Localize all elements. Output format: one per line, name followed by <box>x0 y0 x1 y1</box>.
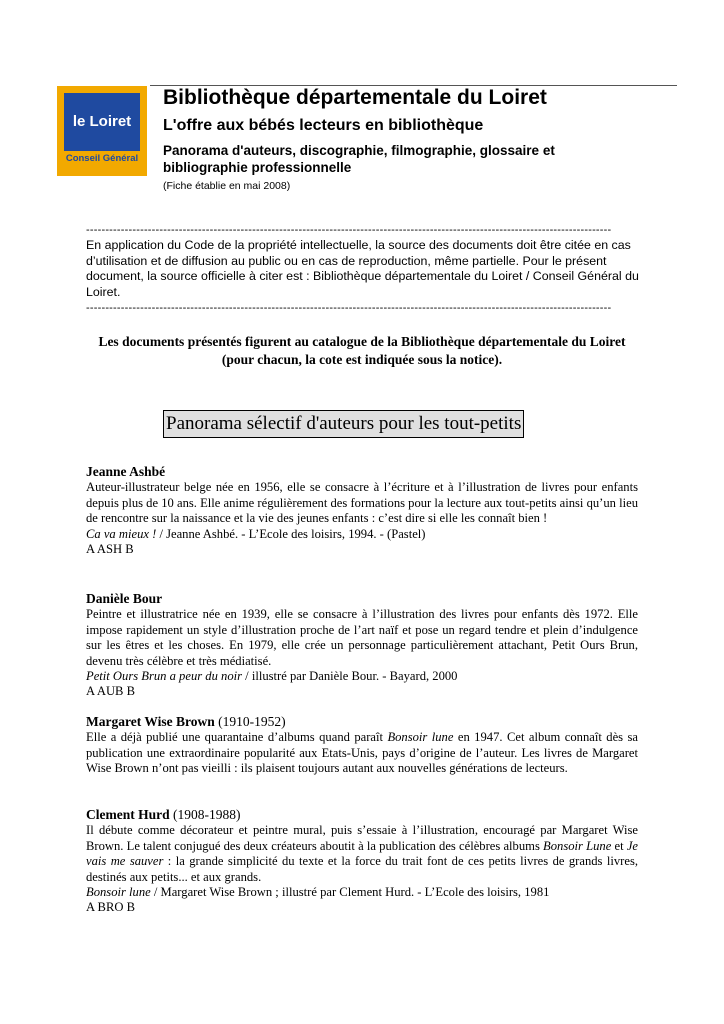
book-title: Bonsoir lune <box>86 885 151 900</box>
author-bio: Peintre et illustratrice née en 1939, elle se consacre à l’illustration des livres pour enfants dès 1972. Elle impose rapidement un style d’illustration proche de l’art naïf et pose un regard tendre et plein d’indulgence sur les êtres et les choses. En 1979, elle crée un personnage particulièrement attachant, Petit Ours Brun, devenu très célèbre et très médiatisé. <box>86 607 638 668</box>
conseil-general-logo <box>57 86 147 176</box>
author-name: Danièle Bour <box>86 591 163 606</box>
page-title: Bibliothèque départementale du Loiret <box>163 86 547 109</box>
book-reference: Ca va mieux ! / Jeanne Ashbé. - L’Ecole des loisirs, 1994. - (Pastel) <box>86 526 426 541</box>
author-entry-wise-brown <box>86 714 638 777</box>
fiche-date: (Fiche établie en mai 2008) <box>163 180 291 192</box>
author-bio: Auteur-illustrateur belge née en 1956, elle se consacre à l’écriture et à l’illustration de livres pour enfants depuis plus de 10 ans. Elle anime régulièrement des formations pour la lecture aux tout-petits ainsi qu’un lieu de rencontre sur la naissance et la vie des jeunes enfants : c’est dire si elle les connaît bien ! <box>86 480 638 526</box>
author-dates: (1908-1988) <box>169 807 241 822</box>
book-title: Petit Ours Brun a peur du noir <box>86 669 243 684</box>
author-entry-ashbe <box>86 464 638 557</box>
dashed-separator-top: ---------------------------------------------------------------------------------------------------------------------------------------- <box>86 224 612 236</box>
logo-subtitle: Conseil Général <box>65 153 139 164</box>
author-entry-hurd <box>86 807 638 916</box>
author-bio: Il débute comme décorateur et peintre mural, puis s’essaie à l’illustration, encouragé par Margaret Wise Brown. Le talent conjugué des deux créateurs aboutit à la publication des célèbres albums Bonsoir Lune et Je vais me sauver : la grande simplicité du texte et la force du trait font de ces petits livres de grands livres, destinés aux petits... et aux grands. <box>86 823 638 884</box>
copyright-notice: En application du Code de la propriété intellectuelle, la source des documents doit être citée en cas d’utilisation et de diffusion au public ou en cas de reproduction, même partielle. Pour le présent document, la source officielle à citer est : Bibliothèque départementale du Loiret / Conseil Général du Loiret. <box>86 238 639 299</box>
book-reference: Petit Ours Brun a peur du noir / illustré par Danièle Bour. - Bayard, 2000 <box>86 669 458 684</box>
page-subtitle: L'offre aux bébés lecteurs en bibliothèque <box>163 117 484 134</box>
author-dates: (1910-1952) <box>214 714 286 729</box>
author-entry-bour <box>86 591 638 700</box>
author-name: Jeanne Ashbé <box>86 464 166 479</box>
logo-wordmark: le Loiret <box>64 93 140 151</box>
catalogue-note: Les documents présentés figurent au catalogue de la Bibliothèque départementale du Loiret (pour chacun, la cote est indiquée sous la notice). <box>98 334 626 367</box>
shelf-mark: A ASH B <box>86 542 134 557</box>
page-subtitle-detail: Panorama d'auteurs, discographie, filmographie, glossaire et bibliographie professionnelle <box>163 143 555 175</box>
section-heading: Panorama sélectif d'auteurs pour les tout-petits <box>163 410 524 438</box>
author-name: Clement Hurd <box>86 807 170 822</box>
book-title: Ca va mieux ! <box>86 526 157 541</box>
dashed-separator-bottom: ---------------------------------------------------------------------------------------------------------------------------------------- <box>86 302 612 314</box>
book-reference: Bonsoir lune / Margaret Wise Brown ; illustré par Clement Hurd. - L’Ecole des loisirs, 1981 <box>86 885 550 900</box>
shelf-mark: A AUB B <box>86 684 135 699</box>
author-bio: Elle a déjà publié une quarantaine d’albums quand paraît Bonsoir lune en 1947. Cet album connaît dès sa publication une extraordinaire popularité aux Etats-Unis, pays d’origine de l’auteur. Les livres de Margaret Wise Brown n’ont pas vieilli : ils plaisent toujours autant aux nouvelles générations de lecteurs. <box>86 730 638 776</box>
shelf-mark: A BRO B <box>86 900 135 915</box>
author-name: Margaret Wise Brown <box>86 714 215 729</box>
